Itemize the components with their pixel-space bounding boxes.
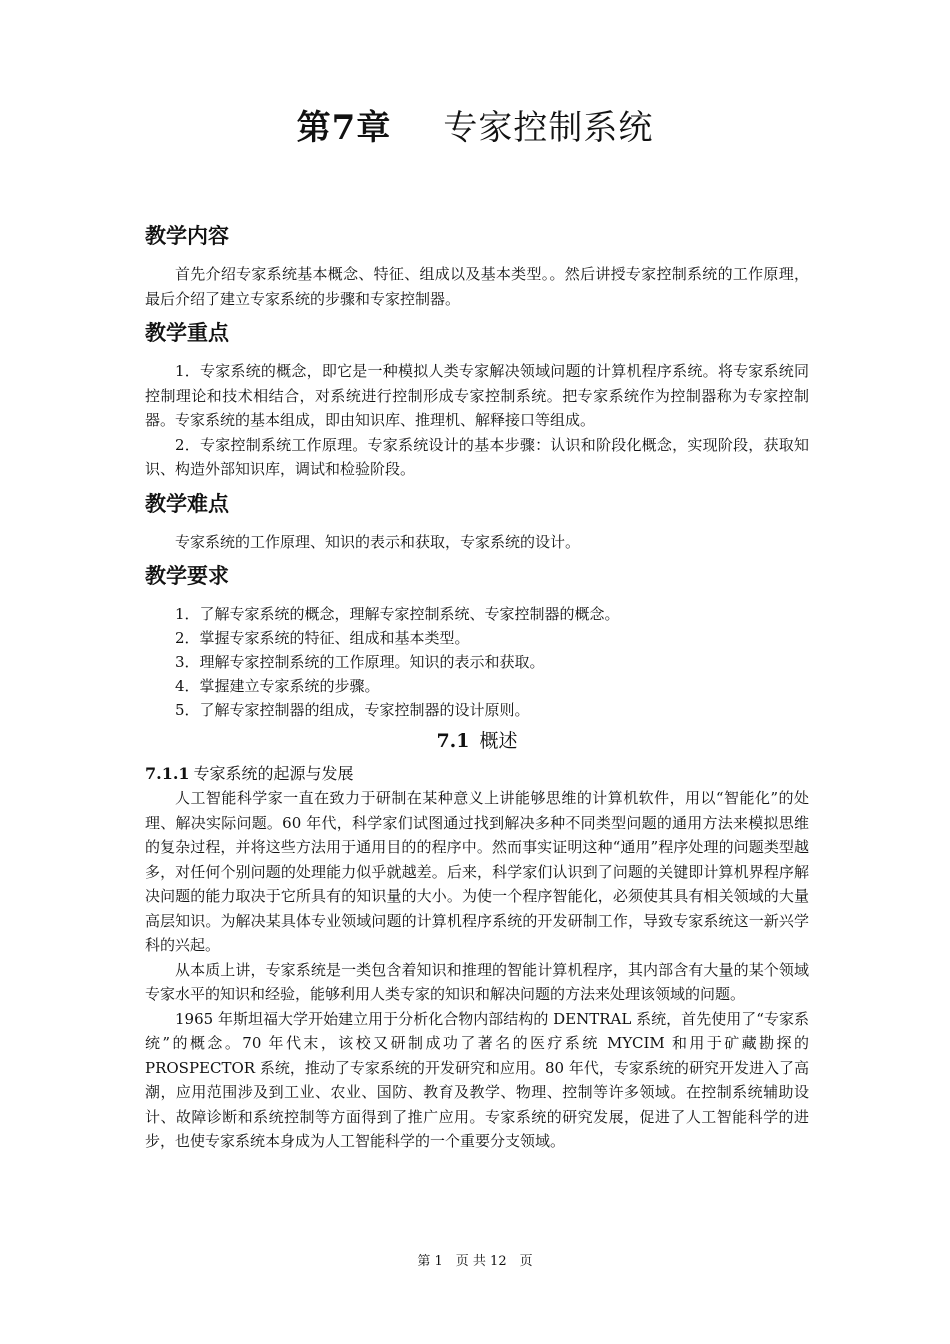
section-7-1-1-heading [145, 762, 809, 786]
key-point-1: 1．专家系统的概念，即它是一种模拟人类专家解决领域问题的计算机程序系统。将专家系统同控制理论和技术相结合，对系统进行控制形成专家控制系统。把专家系统作为控制器称为专家控制器。专家系统的基本组成，即由知识库、推理机、解释接口等组成。 [145, 362, 809, 429]
chapter-title [0, 100, 950, 149]
section-title: 概述 [479, 730, 518, 752]
section-7-1-heading [145, 724, 809, 758]
chapter-number: 第7章 [296, 108, 392, 148]
requirement-item: 2．掌握专家系统的特征、组成和基本类型。 [175, 629, 470, 647]
subsection-title: 专家系统的起源与发展 [193, 764, 354, 783]
chapter-name: 专家控制系统 [443, 108, 654, 148]
subsection-number: 7.1.1 [145, 764, 190, 783]
key-point-2: 2．专家控制系统工作原理。专家系统设计的基本步骤：认识和阶段化概念，实现阶段，获取知识、构造外部知识库，调试和检验阶段。 [145, 435, 809, 478]
page-body [145, 218, 809, 1154]
body-paragraph: 人工智能科学家一直在致力于研制在某种意义上讲能够思维的计算机软件，用以“智能化”的处理、解决实际问题。60 年代，科学家们试图通过找到解决多种不同类型问题的通用方法来模拟思维的复杂过程，并将这些方法用于通用目的的程序中。然而事实证明这种“通用”程序处理的问题类型越多，对任何个别问题的处理能力似乎就越差。后来，科学家们认识到了问题的关键即计算机界程序解决问题的能力取决于它所具有的知识量的大小。为使一个程序智能化，必须使其具有相关领域的大量高层知识。为解决某具体专业领域问题的计算机程序系统的开发研制工作，导致专家系统这一新兴学科的兴起。 [145, 789, 809, 954]
teaching-content-text: 首先介绍专家系统基本概念、特征、组成以及基本类型。。然后讲授专家控制系统的工作原理，最后介绍了建立专家系统的步骤和专家控制器。 [145, 265, 809, 308]
key-points-heading: 教学重点 [145, 320, 229, 345]
teaching-content-heading: 教学内容 [145, 223, 229, 248]
requirement-item: 4．掌握建立专家系统的步骤。 [175, 677, 380, 695]
requirements-heading: 教学要求 [145, 563, 229, 588]
requirement-item: 1．了解专家系统的概念，理解专家控制系统、专家控制器的概念。 [175, 605, 620, 623]
requirement-item: 3．理解专家控制系统的工作原理。知识的表示和获取。 [175, 653, 545, 671]
difficulty-heading: 教学难点 [145, 490, 229, 516]
page-footer: 第 1 页 共 12 页 [417, 1254, 533, 1269]
body-paragraph: 1965 年斯坦福大学开始建立用于分析化合物内部结构的 DENTRAL 系统，首先使用了“专家系统”的概念。70 年代末，该校又研制成功了著名的医疗系统 MYCIM 和用于矿藏勘探的 PROSPECTOR 系统，推动了专家系统的开发研究和应用。80 年代，专家系统的研究开发进入了高潮，应用范围涉及到工业、农业、国防、教育及教学、物理、控制等许多领域。在控制系统辅助设计、故障诊断和系统控制等方面得到了推广应用。专家系统的研究发展，促进了人工智能科学的进步，也使专家系统本身成为人工智能科学的一个重要分支领域。 [145, 1009, 809, 1150]
section-number: 7.1 [436, 730, 470, 752]
requirement-item: 5．了解专家控制器的组成，专家控制器的设计原则。 [175, 701, 530, 719]
difficulty-text: 专家系统的工作原理、知识的表示和获取，专家系统的设计。 [175, 532, 581, 551]
body-paragraph: 从本质上讲，专家系统是一类包含着知识和推理的智能计算机程序，其内部含有大量的某个领域专家水平的知识和经验，能够利用人类专家的知识和解决问题的方法来处理该领域的问题。 [145, 960, 809, 1003]
